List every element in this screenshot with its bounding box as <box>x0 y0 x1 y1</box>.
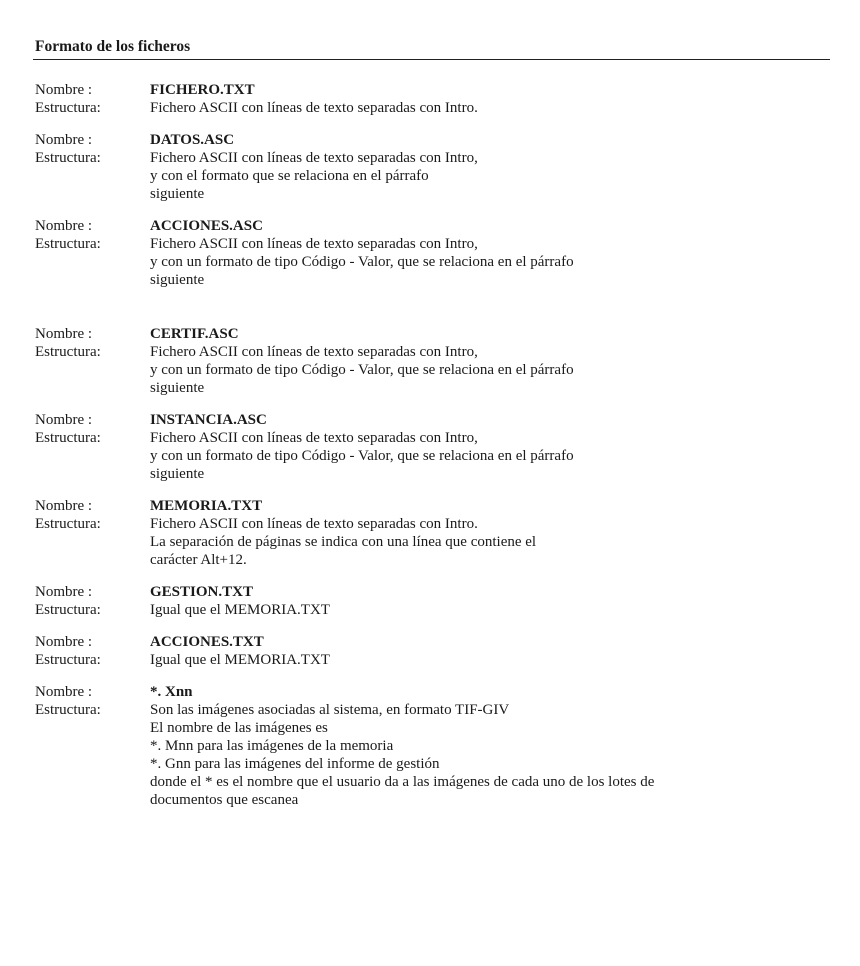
description-line: Fichero ASCII con líneas de texto separadas con Intro, <box>150 344 478 360</box>
file-entry <box>0 325 860 397</box>
file-name: ACCIONES.ASC <box>150 218 263 234</box>
file-name: *. Xnn <box>150 684 193 700</box>
file-structure-description <box>150 429 860 483</box>
file-entry <box>0 131 860 203</box>
file-structure-description <box>150 343 860 397</box>
nombre-label: Nombre : <box>35 326 93 342</box>
description-line: carácter Alt+12. <box>150 552 247 568</box>
file-structure-description <box>150 701 860 809</box>
file-entry <box>0 583 860 619</box>
file-name: CERTIF.ASC <box>150 326 239 342</box>
file-entry <box>0 411 860 483</box>
file-structure-description <box>150 651 860 669</box>
description-line: y con un formato de tipo Código - Valor, que se relaciona en el párrafo <box>150 448 574 464</box>
estructura-label: Estructura: <box>35 150 101 166</box>
file-entry <box>0 81 860 117</box>
section-title: Formato de los ficheros <box>35 38 191 55</box>
estructura-label: Estructura: <box>35 430 101 446</box>
description-line: y con un formato de tipo Código - Valor, que se relaciona en el párrafo <box>150 254 574 270</box>
file-name: DATOS.ASC <box>150 132 235 148</box>
description-line: y con un formato de tipo Código - Valor, que se relaciona en el párrafo <box>150 362 574 378</box>
description-line: Fichero ASCII con líneas de texto separadas con Intro, <box>150 430 478 446</box>
description-line: donde el * es el nombre que el usuario da a las imágenes de cada uno de los lotes de <box>150 774 655 790</box>
description-line: Fichero ASCII con líneas de texto separadas con Intro, <box>150 150 478 166</box>
description-line: Igual que el MEMORIA.TXT <box>150 602 330 618</box>
estructura-label: Estructura: <box>35 652 101 668</box>
estructura-label: Estructura: <box>35 602 101 618</box>
description-line: La separación de páginas se indica con una línea que contiene el <box>150 534 537 550</box>
nombre-label: Nombre : <box>35 498 93 514</box>
nombre-label: Nombre : <box>35 634 93 650</box>
file-structure-description <box>150 99 860 117</box>
description-line: y con el formato que se relaciona en el párrafo <box>150 168 429 184</box>
description-line: documentos que escanea <box>150 792 299 808</box>
estructura-label: Estructura: <box>35 344 101 360</box>
description-line: siguiente <box>150 186 205 202</box>
nombre-label: Nombre : <box>35 584 93 600</box>
description-line: El nombre de las imágenes es <box>150 720 328 736</box>
file-name: FICHERO.TXT <box>150 82 255 98</box>
description-line: Fichero ASCII con líneas de texto separadas con Intro. <box>150 100 478 116</box>
nombre-label: Nombre : <box>35 218 93 234</box>
description-line: siguiente <box>150 466 205 482</box>
file-name: MEMORIA.TXT <box>150 498 263 514</box>
estructura-label: Estructura: <box>35 236 101 252</box>
nombre-label: Nombre : <box>35 82 93 98</box>
file-structure-description <box>150 149 860 203</box>
file-format-list <box>0 81 860 809</box>
description-line: siguiente <box>150 272 205 288</box>
estructura-label: Estructura: <box>35 100 101 116</box>
file-structure-description <box>150 515 860 569</box>
file-structure-description <box>150 601 860 619</box>
file-structure-description <box>150 235 860 289</box>
nombre-label: Nombre : <box>35 684 93 700</box>
description-line: Igual que el MEMORIA.TXT <box>150 652 330 668</box>
description-line: *. Mnn para las imágenes de la memoria <box>150 738 394 754</box>
file-entry <box>0 497 860 569</box>
estructura-label: Estructura: <box>35 702 101 718</box>
nombre-label: Nombre : <box>35 132 93 148</box>
description-line: *. Gnn para las imágenes del informe de gestión <box>150 756 440 772</box>
file-name: INSTANCIA.ASC <box>150 412 267 428</box>
description-line: Fichero ASCII con líneas de texto separadas con Intro. <box>150 516 478 532</box>
description-line: Fichero ASCII con líneas de texto separadas con Intro, <box>150 236 478 252</box>
file-name: ACCIONES.TXT <box>150 634 264 650</box>
file-entry <box>0 217 860 289</box>
description-line: Son las imágenes asociadas al sistema, en formato TIF-GIV <box>150 702 510 718</box>
title-underline <box>33 59 830 60</box>
estructura-label: Estructura: <box>35 516 101 532</box>
file-entry <box>0 633 860 669</box>
file-name: GESTION.TXT <box>150 584 253 600</box>
description-line: siguiente <box>150 380 205 396</box>
nombre-label: Nombre : <box>35 412 93 428</box>
file-entry <box>0 683 860 809</box>
